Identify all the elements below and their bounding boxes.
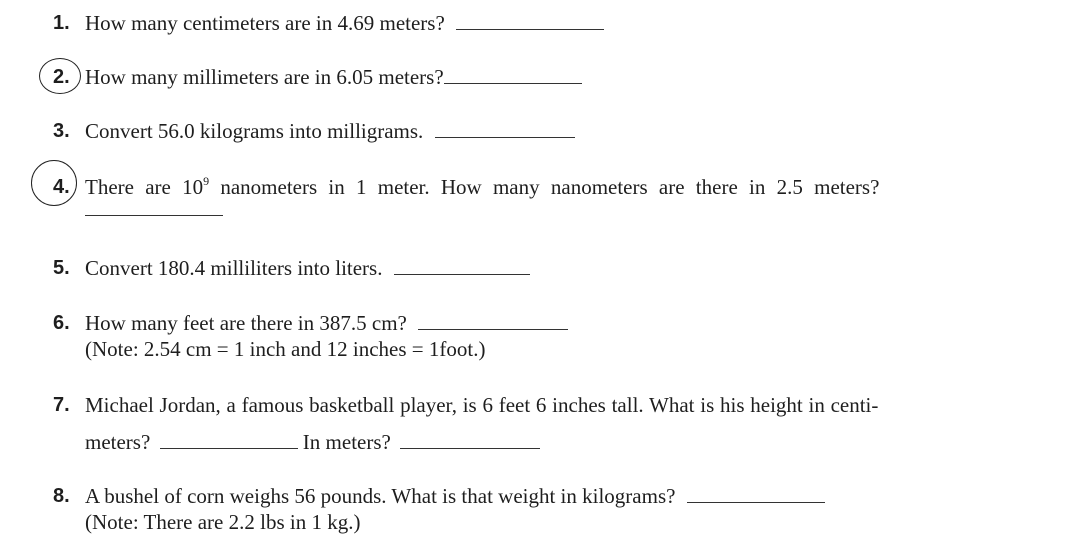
question-text: How many centimeters are in 4.69 meters? (85, 11, 445, 35)
question-text: Michael Jordan, a famous basketball player, is 6 feet 6 inches tall. What is his height in centi- (85, 393, 879, 417)
question-text-part-2: nanometers in 1 meter. How many nanometers are there in 2.5 meters? (220, 175, 880, 199)
answer-blank[interactable] (394, 260, 530, 275)
question-text: How many millimeters are in 6.05 meters? (85, 65, 444, 89)
question-text: Convert 56.0 kilograms into milligrams. (85, 119, 424, 143)
answer-blank[interactable] (456, 15, 604, 30)
question-number: 7. (53, 394, 70, 416)
question-note: (Note: There are 2.2 lbs in 1 kg.) (85, 510, 361, 534)
question-text: A bushel of corn weighs 56 pounds. What is that weight in kilograms? (85, 484, 676, 508)
question-text-part-1: There are 10 (85, 175, 204, 199)
answer-blank[interactable] (687, 488, 825, 503)
exponent: 9 (203, 174, 210, 188)
question-number: 4. (53, 176, 70, 198)
question-text-line-2b: In meters? (302, 430, 391, 454)
answer-blank-meters[interactable] (400, 434, 540, 449)
question-note: (Note: 2.54 cm = 1 inch and 12 inches = 1foot.) (85, 337, 486, 361)
answer-blank[interactable] (435, 123, 575, 138)
question-text: How many feet are there in 387.5 cm? (85, 311, 407, 335)
question-number: 3. (53, 120, 70, 142)
question-number: 1. (53, 12, 70, 34)
answer-blank[interactable] (444, 69, 582, 84)
question-number: 6. (53, 312, 70, 334)
question-number: 8. (53, 485, 70, 507)
answer-blank-centimeters[interactable] (160, 434, 298, 449)
question-number: 5. (53, 257, 70, 279)
question-text: Convert 180.4 milliliters into liters. (85, 256, 383, 280)
question-text-line-2a: meters? (85, 430, 151, 454)
question-number: 2. (53, 66, 70, 88)
answer-blank[interactable] (418, 315, 568, 330)
answer-blank[interactable] (85, 201, 223, 216)
